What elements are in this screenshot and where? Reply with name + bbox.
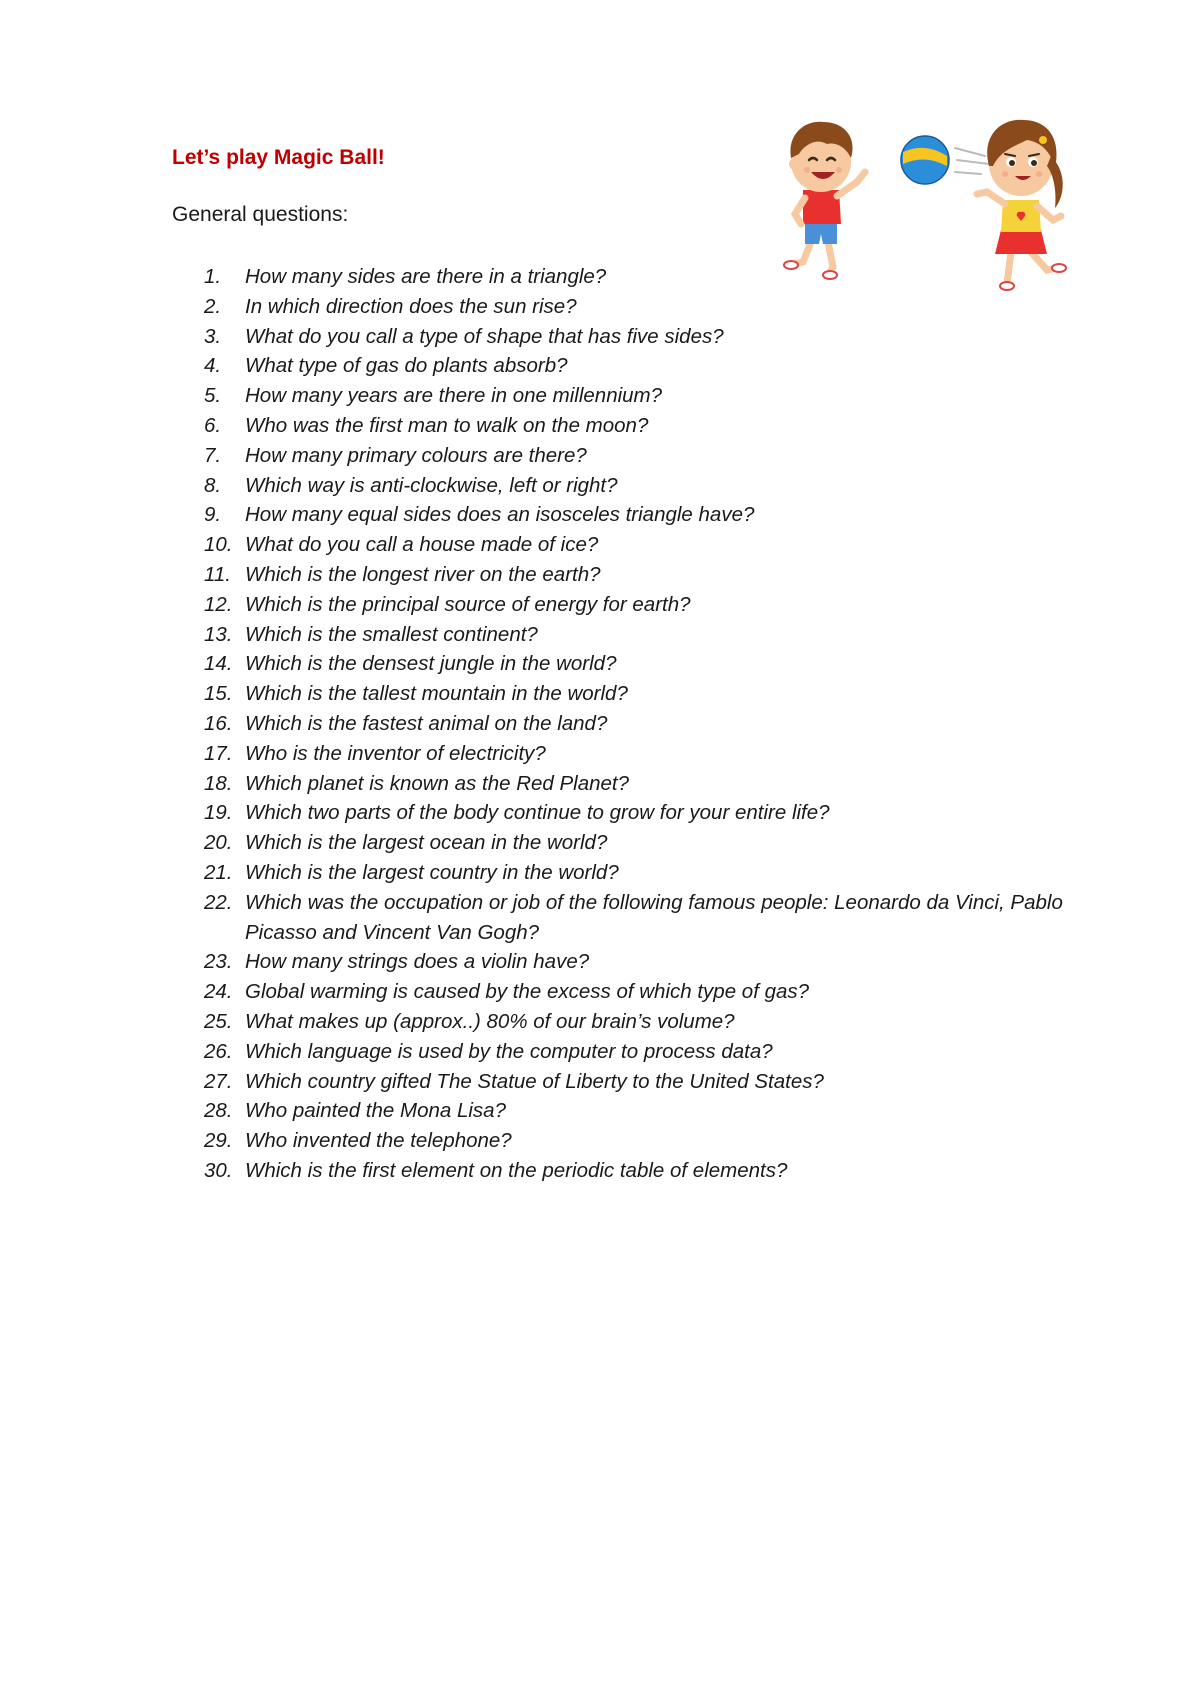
question-number: 22. (204, 890, 233, 914)
ball-icon (901, 136, 989, 184)
question-text: Global warming is caused by the excess of which type of gas? (245, 980, 810, 1004)
question-number: 30. (204, 1158, 233, 1182)
question-item (204, 590, 1064, 620)
question-text: Which was the occupation or job of the following famous people: Leonardo da Vinci, Pablo Picasso and Vincent Van Gogh? (245, 890, 1063, 944)
question-number: 9. (204, 503, 222, 527)
question-text: Which language is used by the computer to process data? (245, 1039, 773, 1063)
question-text: In which direction does the sun rise? (245, 294, 577, 318)
question-item (204, 1156, 1064, 1186)
kids-playing-ball-illustration (775, 112, 1075, 302)
question-item (204, 441, 1064, 471)
question-text: What type of gas do plants absorb? (245, 354, 568, 378)
question-item (204, 620, 1064, 650)
question-item (204, 471, 1064, 501)
question-number: 6. (204, 413, 222, 437)
question-number: 27. (204, 1069, 233, 1093)
question-number: 28. (204, 1099, 233, 1123)
question-item (204, 381, 1064, 411)
question-item (204, 322, 1064, 352)
question-number: 14. (204, 652, 233, 676)
question-number: 26. (204, 1039, 233, 1063)
question-number: 4. (204, 354, 222, 378)
question-text: Which is the tallest mountain in the world? (245, 682, 628, 706)
question-number: 15. (204, 682, 233, 706)
question-number: 21. (204, 860, 233, 884)
question-item (204, 1037, 1064, 1067)
question-text: How many sides are there in a triangle? (245, 265, 607, 288)
question-number: 20. (204, 831, 233, 855)
girl-figure (977, 120, 1066, 290)
question-item (204, 739, 1064, 769)
question-number: 25. (204, 1009, 233, 1033)
question-item (204, 351, 1064, 381)
question-number: 8. (204, 473, 222, 497)
question-number: 5. (204, 384, 222, 408)
questions-list (204, 262, 1064, 1186)
question-item (204, 1007, 1064, 1037)
question-text: Which planet is known as the Red Planet? (245, 771, 630, 795)
question-item (204, 947, 1064, 977)
question-text: Who is the inventor of electricity? (245, 741, 546, 765)
question-item (204, 1126, 1064, 1156)
question-number: 18. (204, 771, 233, 795)
question-item (204, 1096, 1064, 1126)
question-item (204, 828, 1064, 858)
question-item (204, 769, 1064, 799)
question-text: Which is the principal source of energy for earth? (245, 592, 691, 616)
question-number: 16. (204, 711, 233, 735)
question-item (204, 500, 1064, 530)
question-number: 24. (204, 980, 233, 1004)
question-number: 10. (204, 533, 233, 557)
question-text: What do you call a house made of ice? (245, 533, 599, 557)
question-text: Which is the largest ocean in the world? (245, 831, 608, 855)
question-number: 2. (204, 294, 222, 318)
question-text: Which country gifted The Statue of Liberty to the United States? (245, 1069, 824, 1093)
question-item (204, 858, 1064, 888)
question-number: 3. (204, 324, 222, 348)
question-text: Which is the first element on the periodic table of elements? (245, 1158, 788, 1182)
question-text: Which is the smallest continent? (245, 622, 538, 646)
question-number: 19. (204, 801, 233, 825)
question-text: Which is the longest river on the earth? (245, 562, 601, 586)
question-text: Who invented the telephone? (245, 1129, 512, 1153)
question-number: 23. (204, 950, 233, 974)
question-text: Which way is anti-clockwise, left or right? (245, 473, 618, 497)
question-text: Which is the largest country in the world? (245, 860, 619, 884)
question-item (204, 888, 1064, 948)
question-item (204, 798, 1064, 828)
section-subtitle: General questions: (172, 203, 349, 226)
question-number: 11. (204, 562, 231, 586)
question-item (204, 560, 1064, 590)
question-item (204, 709, 1064, 739)
question-text: How many years are there in one millennium? (245, 384, 663, 408)
question-number: 1. (204, 265, 222, 288)
question-item (204, 1067, 1064, 1097)
page-title: Let’s play Magic Ball! (172, 146, 385, 169)
question-item (204, 679, 1064, 709)
question-text: How many primary colours are there? (245, 443, 587, 467)
question-text: Which is the fastest animal on the land? (245, 711, 608, 735)
question-item (204, 649, 1064, 679)
question-text: Which two parts of the body continue to grow for your entire life? (245, 801, 830, 825)
question-item (204, 411, 1064, 441)
question-text: Who painted the Mona Lisa? (245, 1099, 506, 1123)
question-number: 12. (204, 592, 233, 616)
question-number: 29. (204, 1129, 233, 1153)
question-number: 17. (204, 741, 233, 765)
boy-figure (784, 122, 865, 279)
question-text: What makes up (approx..) 80% of our brain’s volume? (245, 1009, 735, 1033)
question-number: 13. (204, 622, 233, 646)
question-item (204, 530, 1064, 560)
question-text: Which is the densest jungle in the world? (245, 652, 617, 676)
question-text: How many strings does a violin have? (245, 950, 590, 974)
question-text: What do you call a type of shape that has five sides? (245, 324, 724, 348)
question-text: How many equal sides does an isosceles triangle have? (245, 503, 755, 527)
question-item (204, 977, 1064, 1007)
question-number: 7. (204, 443, 222, 467)
question-text: Who was the first man to walk on the moon? (245, 413, 649, 437)
